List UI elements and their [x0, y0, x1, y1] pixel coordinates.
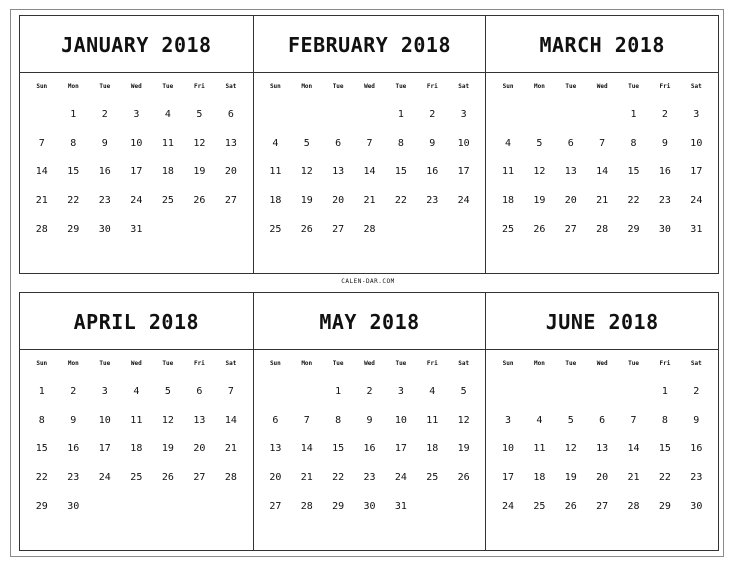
- month-title: MARCH 2018: [486, 16, 718, 73]
- day-cell: 17: [394, 443, 407, 455]
- day-cell: 12: [161, 414, 174, 426]
- day-cell: 17: [690, 166, 703, 178]
- day-cell: 1: [397, 109, 404, 120]
- calendar-row-top: [19, 15, 719, 274]
- day-cell: 25: [269, 223, 282, 235]
- day-cell: 18: [130, 443, 143, 455]
- day-cell: 3: [101, 386, 108, 397]
- day-cell: 9: [693, 414, 700, 426]
- weekday-header: [254, 357, 486, 371]
- day-cell: 18: [426, 443, 439, 455]
- day-cell: 7: [599, 137, 606, 149]
- day-cell: 1: [661, 386, 668, 397]
- day-cell: 5: [303, 137, 310, 149]
- day-cell: 4: [505, 137, 512, 149]
- day-cell: 28: [224, 472, 237, 484]
- weekday-label: Fri: [193, 83, 205, 90]
- month-march: [485, 16, 718, 273]
- day-cell: 21: [627, 472, 640, 484]
- day-cell: 22: [332, 472, 345, 484]
- weekday-label: Fri: [193, 360, 205, 367]
- day-cell: 16: [363, 443, 376, 455]
- month-april: [20, 293, 253, 550]
- day-cell: 25: [130, 472, 143, 484]
- day-empty: [492, 101, 523, 130]
- day-cell: 20: [193, 443, 206, 455]
- day-cell: 23: [690, 472, 703, 484]
- day-cell: 11: [426, 414, 439, 426]
- weekday-label: Sat: [458, 360, 470, 367]
- day-cell: 26: [193, 195, 206, 207]
- day-empty: [618, 378, 649, 407]
- weekday-label: Sun: [36, 83, 48, 90]
- weekday-header: [254, 80, 486, 94]
- weekday-header: [20, 80, 253, 94]
- day-cell: 8: [661, 414, 668, 426]
- day-cell: 9: [661, 137, 668, 149]
- day-grid: [486, 378, 718, 521]
- day-cell: 29: [658, 500, 671, 512]
- day-cell: 10: [457, 137, 470, 149]
- month-may: [253, 293, 486, 550]
- day-cell: 3: [693, 109, 700, 120]
- day-cell: 4: [164, 109, 171, 120]
- day-cell: 23: [98, 195, 111, 207]
- day-cell: 22: [394, 195, 407, 207]
- weekday-label: Sat: [690, 83, 702, 90]
- weekday-label: Tue: [332, 83, 344, 90]
- day-cell: 28: [363, 223, 376, 235]
- day-empty: [586, 101, 617, 130]
- day-cell: 14: [596, 166, 609, 178]
- day-cell: 26: [161, 472, 174, 484]
- day-cell: 12: [193, 137, 206, 149]
- day-cell: 28: [35, 223, 48, 235]
- day-cell: 13: [269, 443, 282, 455]
- weekday-header: [486, 80, 718, 94]
- day-cell: 26: [457, 472, 470, 484]
- day-cell: 26: [533, 223, 546, 235]
- day-grid: [254, 378, 486, 521]
- day-cell: 7: [303, 414, 310, 426]
- month-title: APRIL 2018: [20, 293, 253, 350]
- weekday-label: Sat: [225, 360, 237, 367]
- day-cell: 4: [536, 414, 543, 426]
- day-cell: 24: [394, 472, 407, 484]
- day-cell: 10: [394, 414, 407, 426]
- day-cell: 2: [70, 386, 77, 397]
- day-cell: 11: [161, 137, 174, 149]
- weekday-label: Wed: [596, 360, 608, 367]
- day-cell: 6: [227, 109, 234, 120]
- day-cell: 16: [67, 443, 80, 455]
- weekday-label: Mon: [533, 83, 545, 90]
- day-cell: 13: [332, 166, 345, 178]
- day-cell: 6: [335, 137, 342, 149]
- weekday-label: Tue: [395, 360, 407, 367]
- month-title: JANUARY 2018: [20, 16, 253, 73]
- day-cell: 17: [502, 472, 515, 484]
- day-cell: 1: [630, 109, 637, 120]
- day-empty: [291, 378, 322, 407]
- day-cell: 16: [690, 443, 703, 455]
- day-cell: 3: [505, 414, 512, 426]
- day-cell: 23: [363, 472, 376, 484]
- day-cell: 21: [596, 195, 609, 207]
- day-cell: 25: [533, 500, 546, 512]
- day-cell: 11: [533, 443, 546, 455]
- day-cell: 1: [335, 386, 342, 397]
- day-empty: [260, 101, 291, 130]
- day-cell: 6: [272, 414, 279, 426]
- day-empty: [586, 378, 617, 407]
- day-cell: 16: [658, 166, 671, 178]
- day-cell: 1: [70, 109, 77, 120]
- day-empty: [260, 378, 291, 407]
- day-cell: 15: [394, 166, 407, 178]
- day-cell: 3: [133, 109, 140, 120]
- day-cell: 31: [394, 500, 407, 512]
- day-cell: 2: [366, 386, 373, 397]
- day-cell: 14: [300, 443, 313, 455]
- calendar-row-bottom: [19, 292, 719, 551]
- day-cell: 8: [70, 137, 77, 149]
- day-cell: 7: [227, 386, 234, 397]
- day-cell: 21: [363, 195, 376, 207]
- day-cell: 23: [658, 195, 671, 207]
- day-cell: 5: [460, 386, 467, 397]
- day-cell: 5: [536, 137, 543, 149]
- day-empty: [555, 378, 586, 407]
- day-cell: 17: [98, 443, 111, 455]
- day-cell: 15: [332, 443, 345, 455]
- weekday-label: Mon: [533, 360, 545, 367]
- day-cell: 12: [300, 166, 313, 178]
- weekday-label: Sun: [269, 83, 281, 90]
- day-cell: 15: [35, 443, 48, 455]
- day-cell: 20: [332, 195, 345, 207]
- day-cell: 29: [627, 223, 640, 235]
- day-cell: 6: [599, 414, 606, 426]
- weekday-label: Tue: [99, 360, 111, 367]
- day-cell: 2: [101, 109, 108, 120]
- day-cell: 11: [502, 166, 515, 178]
- weekday-label: Wed: [364, 360, 375, 367]
- weekday-label: Fri: [659, 83, 671, 90]
- day-cell: 21: [300, 472, 313, 484]
- day-cell: 18: [161, 166, 174, 178]
- weekday-label: Sat: [458, 83, 470, 90]
- day-cell: 20: [224, 166, 237, 178]
- day-cell: 15: [658, 443, 671, 455]
- day-cell: 29: [35, 500, 48, 512]
- day-cell: 3: [397, 386, 404, 397]
- weekday-label: Wed: [130, 360, 142, 367]
- weekday-label: Tue: [395, 83, 407, 90]
- day-cell: 18: [502, 195, 515, 207]
- day-cell: 15: [67, 166, 80, 178]
- weekday-label: Tue: [565, 360, 577, 367]
- day-cell: 27: [269, 500, 282, 512]
- day-cell: 16: [98, 166, 111, 178]
- day-empty: [524, 101, 555, 130]
- day-cell: 9: [429, 137, 436, 149]
- day-cell: 30: [363, 500, 376, 512]
- day-cell: 23: [426, 195, 439, 207]
- day-cell: 10: [502, 443, 515, 455]
- day-empty: [354, 101, 385, 130]
- day-cell: 30: [98, 223, 111, 235]
- day-cell: 2: [693, 386, 700, 397]
- day-cell: 10: [690, 137, 703, 149]
- day-cell: 5: [567, 414, 574, 426]
- day-cell: 19: [564, 472, 577, 484]
- day-cell: 28: [300, 500, 313, 512]
- weekday-label: Wed: [130, 83, 142, 90]
- day-cell: 22: [67, 195, 80, 207]
- day-cell: 26: [564, 500, 577, 512]
- weekday-label: Wed: [364, 83, 375, 90]
- day-cell: 22: [627, 195, 640, 207]
- day-cell: 13: [193, 414, 206, 426]
- weekday-label: Mon: [301, 83, 313, 90]
- day-cell: 22: [35, 472, 48, 484]
- day-cell: 19: [300, 195, 313, 207]
- day-cell: 20: [564, 195, 577, 207]
- day-empty: [322, 101, 353, 130]
- weekday-label: Tue: [162, 360, 174, 367]
- weekday-label: Mon: [301, 360, 313, 367]
- day-cell: 20: [596, 472, 609, 484]
- day-cell: 24: [690, 195, 703, 207]
- day-cell: 30: [690, 500, 703, 512]
- day-cell: 9: [366, 414, 373, 426]
- day-cell: 13: [564, 166, 577, 178]
- weekday-label: Sun: [269, 360, 281, 367]
- day-grid: [20, 101, 253, 244]
- weekday-label: Fri: [659, 360, 671, 367]
- day-cell: 24: [502, 500, 515, 512]
- day-empty: [524, 378, 555, 407]
- day-cell: 7: [38, 137, 45, 149]
- day-grid: [486, 101, 718, 244]
- day-cell: 19: [161, 443, 174, 455]
- day-cell: 25: [426, 472, 439, 484]
- day-cell: 8: [630, 137, 637, 149]
- day-cell: 29: [332, 500, 345, 512]
- day-cell: 30: [67, 500, 80, 512]
- day-cell: 14: [224, 414, 237, 426]
- day-cell: 21: [35, 195, 48, 207]
- day-cell: 26: [300, 223, 313, 235]
- weekday-header: [486, 357, 718, 371]
- day-cell: 1: [38, 386, 45, 397]
- day-cell: 6: [196, 386, 203, 397]
- weekday-label: Tue: [162, 83, 174, 90]
- day-grid: [20, 378, 253, 521]
- day-cell: 7: [366, 137, 373, 149]
- day-cell: 9: [70, 414, 77, 426]
- day-cell: 12: [533, 166, 546, 178]
- day-cell: 27: [332, 223, 345, 235]
- weekday-label: Sun: [502, 360, 514, 367]
- day-cell: 3: [460, 109, 467, 120]
- day-cell: 12: [457, 414, 470, 426]
- weekday-label: Mon: [67, 83, 79, 90]
- day-cell: 7: [630, 414, 637, 426]
- day-empty: [291, 101, 322, 130]
- day-cell: 14: [627, 443, 640, 455]
- weekday-header: [20, 357, 253, 371]
- day-empty: [555, 101, 586, 130]
- day-cell: 19: [457, 443, 470, 455]
- day-cell: 11: [130, 414, 143, 426]
- day-cell: 18: [533, 472, 546, 484]
- weekday-label: Sun: [36, 360, 48, 367]
- day-cell: 5: [196, 109, 203, 120]
- weekday-label: Tue: [628, 360, 639, 367]
- day-cell: 14: [363, 166, 376, 178]
- day-cell: 22: [658, 472, 671, 484]
- weekday-label: Tue: [99, 83, 111, 90]
- day-cell: 24: [98, 472, 111, 484]
- day-cell: 10: [98, 414, 111, 426]
- day-cell: 27: [564, 223, 577, 235]
- day-cell: 24: [457, 195, 470, 207]
- day-cell: 4: [272, 137, 279, 149]
- weekday-label: Sat: [225, 83, 237, 90]
- day-cell: 27: [193, 472, 206, 484]
- day-cell: 18: [269, 195, 282, 207]
- month-january: [20, 16, 253, 273]
- day-cell: 12: [564, 443, 577, 455]
- weekday-label: Wed: [596, 83, 608, 90]
- day-cell: 16: [426, 166, 439, 178]
- day-cell: 20: [269, 472, 282, 484]
- day-cell: 9: [101, 137, 108, 149]
- day-cell: 13: [596, 443, 609, 455]
- day-cell: 23: [67, 472, 80, 484]
- day-cell: 10: [130, 137, 143, 149]
- month-june: [485, 293, 718, 550]
- day-cell: 19: [533, 195, 546, 207]
- day-cell: 15: [627, 166, 640, 178]
- day-cell: 30: [658, 223, 671, 235]
- day-cell: 31: [130, 223, 143, 235]
- month-title: MAY 2018: [254, 293, 486, 350]
- day-cell: 4: [133, 386, 140, 397]
- day-empty: [26, 101, 58, 130]
- day-cell: 28: [627, 500, 640, 512]
- day-cell: 8: [38, 414, 45, 426]
- month-february: [253, 16, 486, 273]
- day-cell: 11: [269, 166, 282, 178]
- day-cell: 2: [429, 109, 436, 120]
- day-cell: 5: [164, 386, 171, 397]
- day-cell: 4: [429, 386, 436, 397]
- weekday-label: Tue: [332, 360, 344, 367]
- month-title: FEBRUARY 2018: [254, 16, 486, 73]
- day-cell: 25: [502, 223, 515, 235]
- weekday-label: Sun: [502, 83, 514, 90]
- weekday-label: Sat: [690, 360, 702, 367]
- day-cell: 8: [335, 414, 342, 426]
- day-cell: 13: [224, 137, 237, 149]
- day-cell: 27: [596, 500, 609, 512]
- day-cell: 24: [130, 195, 143, 207]
- weekday-label: Fri: [426, 83, 438, 90]
- day-grid: [254, 101, 486, 244]
- weekday-label: Fri: [426, 360, 438, 367]
- day-cell: 2: [661, 109, 668, 120]
- weekday-label: Mon: [67, 360, 79, 367]
- day-cell: 14: [35, 166, 48, 178]
- day-cell: 17: [457, 166, 470, 178]
- day-cell: 17: [130, 166, 143, 178]
- day-cell: 27: [224, 195, 237, 207]
- weekday-label: Tue: [565, 83, 577, 90]
- day-cell: 19: [193, 166, 206, 178]
- site-footer: CALEN-DAR.COM: [341, 278, 395, 285]
- day-cell: 29: [67, 223, 80, 235]
- month-title: JUNE 2018: [486, 293, 718, 350]
- weekday-label: Tue: [628, 83, 639, 90]
- day-cell: 25: [161, 195, 174, 207]
- day-cell: 31: [690, 223, 703, 235]
- day-cell: 28: [596, 223, 609, 235]
- day-cell: 6: [567, 137, 574, 149]
- day-empty: [492, 378, 523, 407]
- day-cell: 21: [224, 443, 237, 455]
- day-cell: 8: [397, 137, 404, 149]
